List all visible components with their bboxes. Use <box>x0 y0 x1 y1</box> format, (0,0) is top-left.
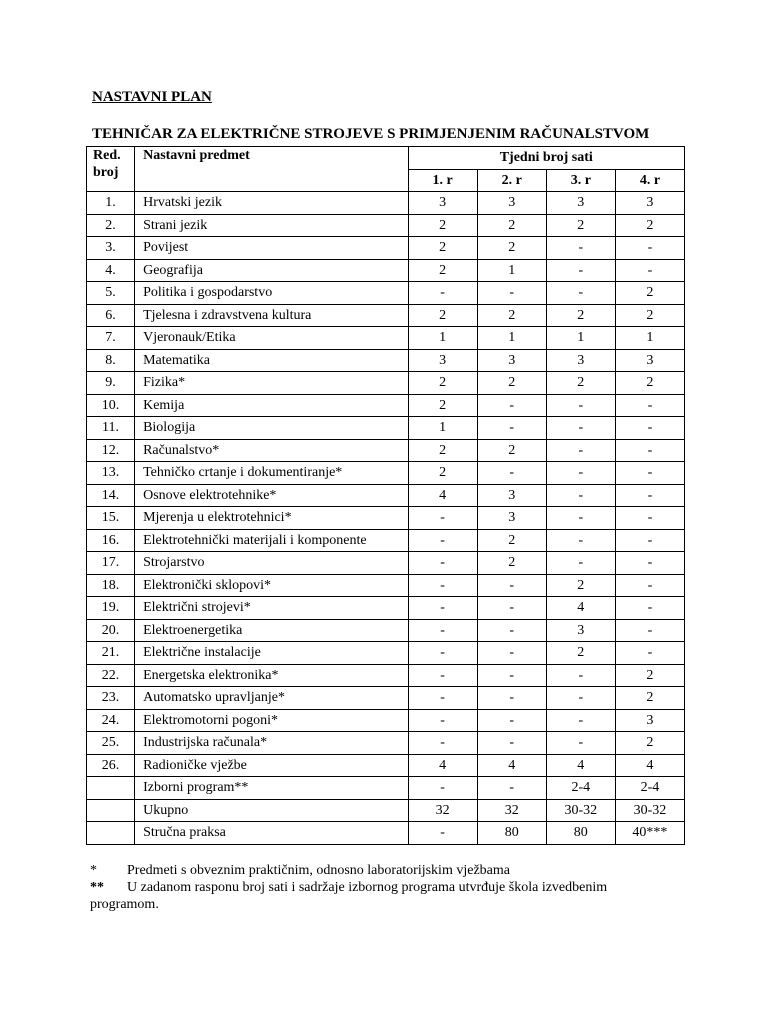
subject-name: Hrvatski jezik <box>135 192 408 215</box>
hours-year-4: 3 <box>615 192 684 215</box>
footnote-2-mark: ** <box>90 880 104 895</box>
hours-year-3: 30-32 <box>546 799 615 822</box>
row-number: 1. <box>87 192 135 215</box>
table-row <box>87 237 685 260</box>
subject-name: Automatsko upravljanje* <box>135 687 408 710</box>
row-number: 6. <box>87 304 135 327</box>
subject-name: Fizika* <box>135 372 408 395</box>
hours-year-3: 4 <box>546 754 615 777</box>
hours-year-1: - <box>408 529 477 552</box>
hours-year-1: - <box>408 777 477 800</box>
footnote-1 <box>90 862 690 879</box>
hours-year-3: 2 <box>546 642 615 665</box>
table-row <box>87 484 685 507</box>
hours-year-3: 2-4 <box>546 777 615 800</box>
hours-year-3: - <box>546 552 615 575</box>
hours-year-1: - <box>408 619 477 642</box>
row-number: 16. <box>87 529 135 552</box>
footnote-1-mark: * <box>90 863 97 878</box>
table-header-row <box>87 147 685 170</box>
hours-year-3: - <box>546 664 615 687</box>
row-number: 12. <box>87 439 135 462</box>
subject-name: Matematika <box>135 349 408 372</box>
hours-year-3: 3 <box>546 192 615 215</box>
table-row <box>87 259 685 282</box>
hours-year-1: 1 <box>408 327 477 350</box>
hours-year-1: 32 <box>408 799 477 822</box>
subject-name: Radioničke vježbe <box>135 754 408 777</box>
subject-name: Vjeronauk/Etika <box>135 327 408 350</box>
table-row <box>87 687 685 710</box>
table-row <box>87 529 685 552</box>
row-number: 8. <box>87 349 135 372</box>
table-row <box>87 214 685 237</box>
hours-year-1: 2 <box>408 304 477 327</box>
hours-year-3: 80 <box>546 822 615 845</box>
row-number: 4. <box>87 259 135 282</box>
hours-year-4: - <box>615 237 684 260</box>
subject-name: Elektronički sklopovi* <box>135 574 408 597</box>
table-row <box>87 462 685 485</box>
table-body <box>87 192 685 845</box>
table-row <box>87 439 685 462</box>
hours-year-2: - <box>477 619 546 642</box>
hours-year-1: - <box>408 574 477 597</box>
hours-year-4: - <box>615 642 684 665</box>
table-row <box>87 417 685 440</box>
subject-name: Izborni program** <box>135 777 408 800</box>
hours-year-1: - <box>408 687 477 710</box>
row-number: 18. <box>87 574 135 597</box>
table-row <box>87 664 685 687</box>
row-number: 5. <box>87 282 135 305</box>
hours-year-2: 1 <box>477 327 546 350</box>
header-year-3: 3. r <box>546 169 615 192</box>
subject-name: Elektromotorni pogoni* <box>135 709 408 732</box>
footnote-2-text: U zadanom rasponu broj sati i sadržaje izbornog programa utvrđuje škola izvedbenim <box>127 880 608 895</box>
footnote-2 <box>90 879 690 896</box>
hours-year-2: 3 <box>477 349 546 372</box>
subject-name: Industrijska računala* <box>135 732 408 755</box>
row-number: 13. <box>87 462 135 485</box>
table-row <box>87 597 685 620</box>
subject-name: Elektrotehnički materijali i komponente <box>135 529 408 552</box>
header-hours: Tjedni broj sati <box>408 147 684 170</box>
row-number: 14. <box>87 484 135 507</box>
footnote-1-text: Predmeti s obveznim praktičnim, odnosno laboratorijskim vježbama <box>127 863 510 878</box>
hours-year-4: 2 <box>615 282 684 305</box>
row-number: 2. <box>87 214 135 237</box>
table-row <box>87 799 685 822</box>
row-number: 7. <box>87 327 135 350</box>
hours-year-4: 4 <box>615 754 684 777</box>
subject-name: Kemija <box>135 394 408 417</box>
subject-name: Tjelesna i zdravstvena kultura <box>135 304 408 327</box>
hours-year-3: - <box>546 529 615 552</box>
hours-year-3: 3 <box>546 619 615 642</box>
hours-year-3: - <box>546 237 615 260</box>
subject-name: Mjerenja u elektrotehnici* <box>135 507 408 530</box>
hours-year-4: - <box>615 462 684 485</box>
hours-year-4: 2 <box>615 664 684 687</box>
hours-year-4: 40*** <box>615 822 684 845</box>
subject-name: Strojarstvo <box>135 552 408 575</box>
hours-year-4: 1 <box>615 327 684 350</box>
hours-year-4: - <box>615 484 684 507</box>
hours-year-2: - <box>477 394 546 417</box>
hours-year-1: 2 <box>408 394 477 417</box>
row-number: 26. <box>87 754 135 777</box>
hours-year-2: - <box>477 642 546 665</box>
hours-year-1: 4 <box>408 754 477 777</box>
hours-year-3: - <box>546 507 615 530</box>
hours-year-2: 4 <box>477 754 546 777</box>
hours-year-1: 3 <box>408 192 477 215</box>
row-number: 24. <box>87 709 135 732</box>
hours-year-1: 2 <box>408 372 477 395</box>
subject-name: Povijest <box>135 237 408 260</box>
table-row <box>87 304 685 327</box>
hours-year-2: - <box>477 777 546 800</box>
hours-year-3: - <box>546 462 615 485</box>
table-row <box>87 507 685 530</box>
subject-name: Geografija <box>135 259 408 282</box>
subject-name: Računalstvo* <box>135 439 408 462</box>
row-number: 3. <box>87 237 135 260</box>
hours-year-2: 3 <box>477 507 546 530</box>
row-number: 23. <box>87 687 135 710</box>
subject-name: Električni strojevi* <box>135 597 408 620</box>
hours-year-2: - <box>477 664 546 687</box>
table-row <box>87 349 685 372</box>
hours-year-2: - <box>477 462 546 485</box>
hours-year-2: - <box>477 732 546 755</box>
hours-year-3: - <box>546 282 615 305</box>
hours-year-2: 1 <box>477 259 546 282</box>
hours-year-3: 4 <box>546 597 615 620</box>
hours-year-2: 2 <box>477 214 546 237</box>
hours-year-4: - <box>615 619 684 642</box>
header-year-2: 2. r <box>477 169 546 192</box>
hours-year-4: - <box>615 439 684 462</box>
hours-year-1: - <box>408 732 477 755</box>
row-number <box>87 822 135 845</box>
hours-year-2: - <box>477 282 546 305</box>
hours-year-2: 2 <box>477 529 546 552</box>
hours-year-2: 2 <box>477 372 546 395</box>
hours-year-1: 2 <box>408 214 477 237</box>
table-row <box>87 192 685 215</box>
table-row <box>87 822 685 845</box>
hours-year-4: - <box>615 552 684 575</box>
hours-year-2: - <box>477 417 546 440</box>
hours-year-1: - <box>408 822 477 845</box>
hours-year-4: 2 <box>615 304 684 327</box>
hours-year-1: - <box>408 282 477 305</box>
table-row <box>87 754 685 777</box>
hours-year-2: 2 <box>477 439 546 462</box>
hours-year-2: 32 <box>477 799 546 822</box>
hours-year-1: - <box>408 642 477 665</box>
hours-year-2: - <box>477 687 546 710</box>
hours-year-4: 2 <box>615 732 684 755</box>
hours-year-1: 2 <box>408 237 477 260</box>
row-number: 25. <box>87 732 135 755</box>
program-title: TEHNIČAR ZA ELEKTRIČNE STROJEVE S PRIMJENJENIM RAČUNALSTVOM <box>92 126 650 142</box>
hours-year-1: - <box>408 597 477 620</box>
hours-year-1: - <box>408 664 477 687</box>
hours-year-2: 2 <box>477 552 546 575</box>
hours-year-1: 2 <box>408 259 477 282</box>
table-row <box>87 394 685 417</box>
subject-name: Energetska elektronika* <box>135 664 408 687</box>
row-number: 17. <box>87 552 135 575</box>
hours-year-1: 1 <box>408 417 477 440</box>
footnotes <box>90 862 690 913</box>
row-number: 22. <box>87 664 135 687</box>
row-number: 20. <box>87 619 135 642</box>
hours-year-3: - <box>546 394 615 417</box>
subject-name: Biologija <box>135 417 408 440</box>
table-row <box>87 372 685 395</box>
hours-year-4: - <box>615 417 684 440</box>
hours-year-3: - <box>546 687 615 710</box>
hours-year-4: 2-4 <box>615 777 684 800</box>
hours-year-4: - <box>615 259 684 282</box>
hours-year-3: - <box>546 484 615 507</box>
hours-year-2: 3 <box>477 192 546 215</box>
subject-name: Politika i gospodarstvo <box>135 282 408 305</box>
row-number <box>87 799 135 822</box>
hours-year-1: 4 <box>408 484 477 507</box>
hours-year-4: 3 <box>615 349 684 372</box>
hours-year-2: 2 <box>477 237 546 260</box>
hours-year-1: - <box>408 709 477 732</box>
hours-year-1: - <box>408 507 477 530</box>
hours-year-4: - <box>615 529 684 552</box>
subject-name: Ukupno <box>135 799 408 822</box>
header-nr: Red. broj <box>87 147 135 192</box>
hours-year-4: - <box>615 574 684 597</box>
subject-name: Tehničko crtanje i dokumentiranje* <box>135 462 408 485</box>
hours-year-3: 2 <box>546 304 615 327</box>
hours-year-1: 2 <box>408 462 477 485</box>
subject-name: Elektroenergetika <box>135 619 408 642</box>
header-year-4: 4. r <box>615 169 684 192</box>
table-row <box>87 777 685 800</box>
hours-year-3: 3 <box>546 349 615 372</box>
table-row <box>87 642 685 665</box>
table-row <box>87 282 685 305</box>
hours-year-2: 3 <box>477 484 546 507</box>
curriculum-table <box>86 146 685 845</box>
table-row <box>87 709 685 732</box>
hours-year-3: - <box>546 439 615 462</box>
table-row <box>87 327 685 350</box>
subject-name: Stručna praksa <box>135 822 408 845</box>
table-row <box>87 732 685 755</box>
hours-year-2: - <box>477 597 546 620</box>
hours-year-3: - <box>546 709 615 732</box>
table-row <box>87 552 685 575</box>
hours-year-3: 1 <box>546 327 615 350</box>
hours-year-1: 2 <box>408 439 477 462</box>
hours-year-1: 3 <box>408 349 477 372</box>
hours-year-3: 2 <box>546 214 615 237</box>
page-title: NASTAVNI PLAN <box>92 89 212 105</box>
table-row <box>87 574 685 597</box>
hours-year-4: 2 <box>615 214 684 237</box>
footnote-2-continued: programom. <box>90 897 159 912</box>
row-number <box>87 777 135 800</box>
table-row <box>87 619 685 642</box>
row-number: 10. <box>87 394 135 417</box>
hours-year-2: - <box>477 709 546 732</box>
header-year-1: 1. r <box>408 169 477 192</box>
hours-year-3: 2 <box>546 574 615 597</box>
hours-year-4: - <box>615 507 684 530</box>
hours-year-4: - <box>615 597 684 620</box>
hours-year-2: - <box>477 574 546 597</box>
hours-year-4: 2 <box>615 372 684 395</box>
row-number: 19. <box>87 597 135 620</box>
row-number: 21. <box>87 642 135 665</box>
hours-year-1: - <box>408 552 477 575</box>
subject-name: Strani jezik <box>135 214 408 237</box>
header-subject: Nastavni predmet <box>135 147 408 192</box>
hours-year-4: 30-32 <box>615 799 684 822</box>
subject-name: Osnove elektrotehnike* <box>135 484 408 507</box>
subject-name: Električne instalacije <box>135 642 408 665</box>
row-number: 9. <box>87 372 135 395</box>
row-number: 11. <box>87 417 135 440</box>
hours-year-4: 2 <box>615 687 684 710</box>
hours-year-3: - <box>546 259 615 282</box>
hours-year-3: - <box>546 417 615 440</box>
hours-year-3: - <box>546 732 615 755</box>
hours-year-4: - <box>615 394 684 417</box>
hours-year-2: 2 <box>477 304 546 327</box>
hours-year-4: 3 <box>615 709 684 732</box>
hours-year-2: 80 <box>477 822 546 845</box>
row-number: 15. <box>87 507 135 530</box>
hours-year-3: 2 <box>546 372 615 395</box>
